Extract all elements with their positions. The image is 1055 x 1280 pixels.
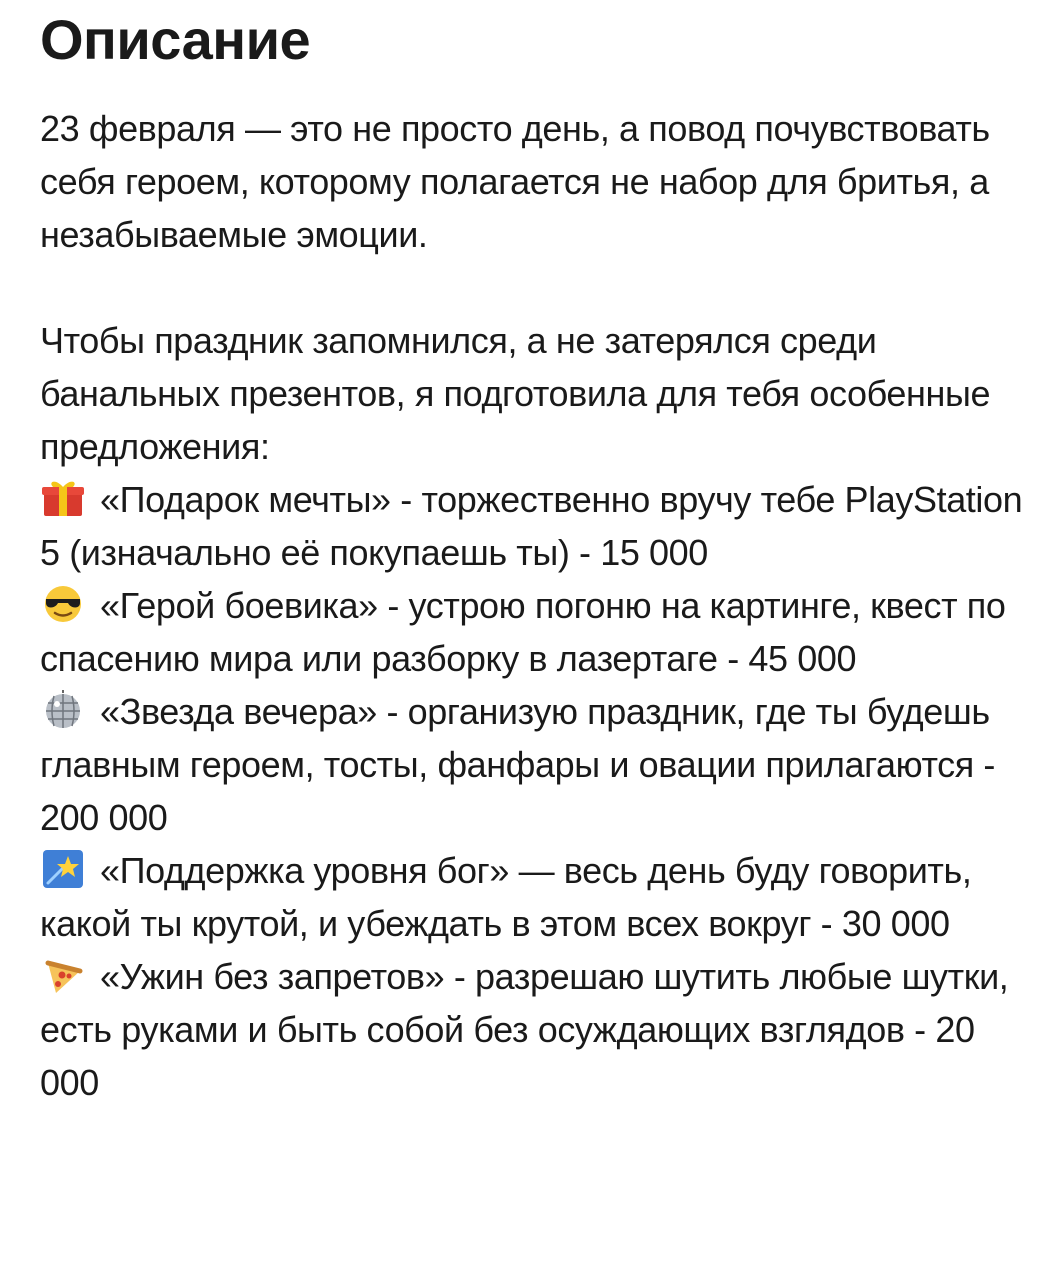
offer-text: «Ужин без запретов» - разрешаю шутить любые шутки, есть руками и быть собой без осуждающих взглядов - 20 000: [40, 956, 1009, 1103]
offer-item: [40, 844, 1030, 950]
sunglasses-face-icon: [40, 584, 86, 624]
offer-item: [40, 685, 1030, 844]
offer-item: [40, 950, 1030, 1109]
description-section: [40, 0, 1030, 1109]
pizza-icon: [40, 955, 86, 995]
offer-item: [40, 473, 1030, 579]
disco-ball-icon: [40, 690, 86, 730]
section-heading: Описание: [40, 8, 311, 71]
offers-list: [40, 473, 1030, 1109]
offer-text: «Звезда вечера» - организую праздник, где ты будешь главным героем, тосты, фанфары и овации прилагаются - 200 000: [40, 691, 996, 838]
offer-text: «Поддержка уровня бог» — весь день буду говорить, какой ты крутой, и убеждать в этом всех вокруг - 30 000: [40, 850, 972, 944]
offer-item: [40, 579, 1030, 685]
offer-text: «Герой боевика» - устрою погоню на картинге, квест по спасению мира или разборку в лазертаге - 45 000: [40, 585, 1006, 679]
gift-icon: [40, 478, 86, 518]
intro-paragraph: 23 февраля — это не просто день, а повод почувствовать себя героем, которому полагается не набор для бритья, а незабываемые эмоции.: [40, 108, 990, 255]
shooting-star-icon: [40, 849, 86, 889]
offer-text: «Подарок мечты» - торжественно вручу тебе PlayStation 5 (изначально её покупаешь ты) - 15 000: [40, 479, 1023, 573]
lead-paragraph: Чтобы праздник запомнился, а не затерялся среди банальных презентов, я подготовила для тебя особенные предложения:: [40, 320, 991, 467]
